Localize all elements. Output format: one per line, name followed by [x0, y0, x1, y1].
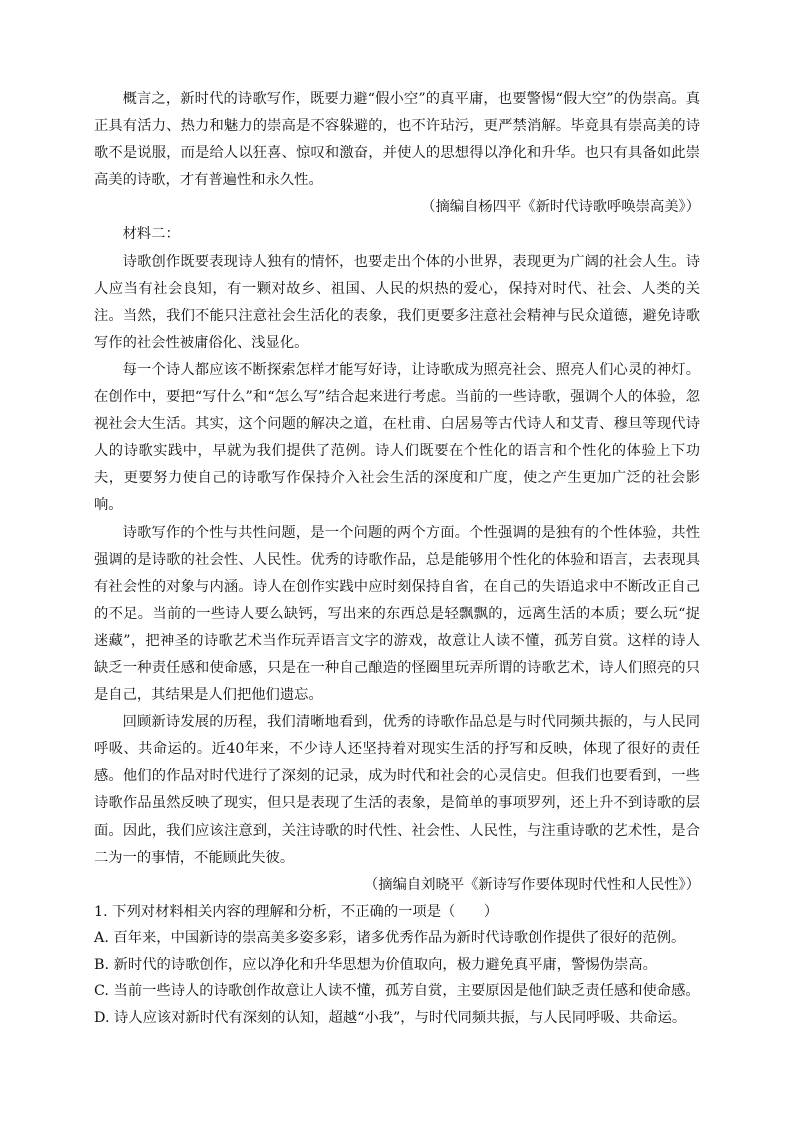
paragraph-1: 概言之，新时代的诗歌写作，既要力避“假小空”的真平庸，也要警惕“假大空”的伪崇高。真正具有活力、热力和魅力的崇高是不容躲避的，也不许玷污，更严禁消解。毕竟具有崇高美的诗歌不是说服，而是给人以狂喜、惊叹和激奋，并使人的思想得以净化和升华。也只有具备如此崇高美的诗歌，才有普遍性和永久性。 — [94, 91, 700, 189]
paragraph-4: 诗歌写作的个性与共性问题，是一个问题的两个方面。个性强调的是独有的个性体验，共性强调的是诗歌的社会性、人民性。优秀的诗歌作品，总是能够用个性化的体验和语言，去表现具有社会性的对象与内涵。诗人在创作实践中应时刻保持自省，在自己的失语追求中不断改正自己的不足。当前的一些诗人要么缺钙，写出来的东西总是轻飘飘的，远离生活的本质；要么玩“捉迷藏”，把神圣的诗歌艺术当作玩弄语言文字的游戏，故意让人读不懂，孤芳自赏。这样的诗人缺乏一种责任感和使命感，只是在一种自己酿造的怪圈里玩弄所谓的诗歌艺术，诗人们照亮的只是自己，其结果是人们把他们遗忘。 — [94, 524, 700, 704]
paragraph-2: 诗歌创作既要表现诗人独有的情怀，也要走出个体的小世界，表现更为广阔的社会人生。诗人应当有社会良知，有一颗对故乡、祖国、人民的炽热的爱心，保持对时代、社会、人类的关注。当然，我们不能只注意社会生活化的表象，我们更要多注意社会精神与民众道德，避免诗歌写作的社会性被庸俗化、浅显化。 — [94, 253, 700, 351]
option-c: C. 当前一些诗人的诗歌创作故意让人读不懂，孤芳自赏，主要原因是他们缺乏责任感和使命感。 — [94, 983, 700, 1000]
document-page — [94, 86, 700, 1031]
material-2-label: 材料二： — [122, 226, 180, 243]
option-a: A. 百年来，中国新诗的崇高美多姿多彩，诸多优秀作品为新时代诗歌创作提供了很好的范例。 — [94, 930, 686, 947]
option-d: D. 诗人应该对新时代有深刻的认知，超越“小我”，与时代同频共振，与人民同呼吸、共命运。 — [94, 1009, 687, 1026]
source-citation-1: （摘编自杨四平《新时代诗歌呼唤崇高美》） — [421, 199, 700, 216]
paragraph-5: 回顾新诗发展的历程，我们清晰地看到，优秀的诗歌作品总是与时代同频共振的，与人民同呼吸、共命运的。近40年来，不少诗人还坚持着对现实生活的抒写和反映，体现了很好的责任感。他们的作品对时代进行了深刻的记录，成为时代和社会的心灵信史。但我们也要看到，一些诗歌作品虽然反映了现实，但只是表现了生活的表象，是简单的事项罗列，还上升不到诗歌的层面。因此，我们应该注意到，关注诗歌的时代性、社会性、人民性，与注重诗歌的艺术性，是合二为一的事情，不能顾此失彼。 — [94, 714, 700, 866]
paragraph-3: 每一个诗人都应该不断探索怎样才能写好诗，让诗歌成为照亮社会、照亮人们心灵的神灯。在创作中，要把“写什么”和“怎么写”结合起来进行考虑。当前的一些诗歌，强调个人的体验，忽视社会大生活。其实，这个问题的解决之道，在杜甫、白居易等古代诗人和艾青、穆旦等现代诗人的诗歌实践中，早就为我们提供了范例。诗人们既要在个性化的语言和个性化的体验上下功夫，更要努力使自己的诗歌写作保持介入社会生活的深度和广度，使之产生更加广泛的社会影响。 — [94, 361, 700, 514]
option-b: B. 新时代的诗歌创作，应以净化和升华思想为价值取向，极力避免真平庸，警惕伪崇高。 — [94, 956, 657, 973]
source-citation-2: （摘编自刘晓平《新诗写作要体现时代性和人民性》） — [364, 876, 700, 893]
question-stem: 1. 下列对材料相关内容的理解和分析，不正确的一项是（ ） — [94, 903, 499, 920]
